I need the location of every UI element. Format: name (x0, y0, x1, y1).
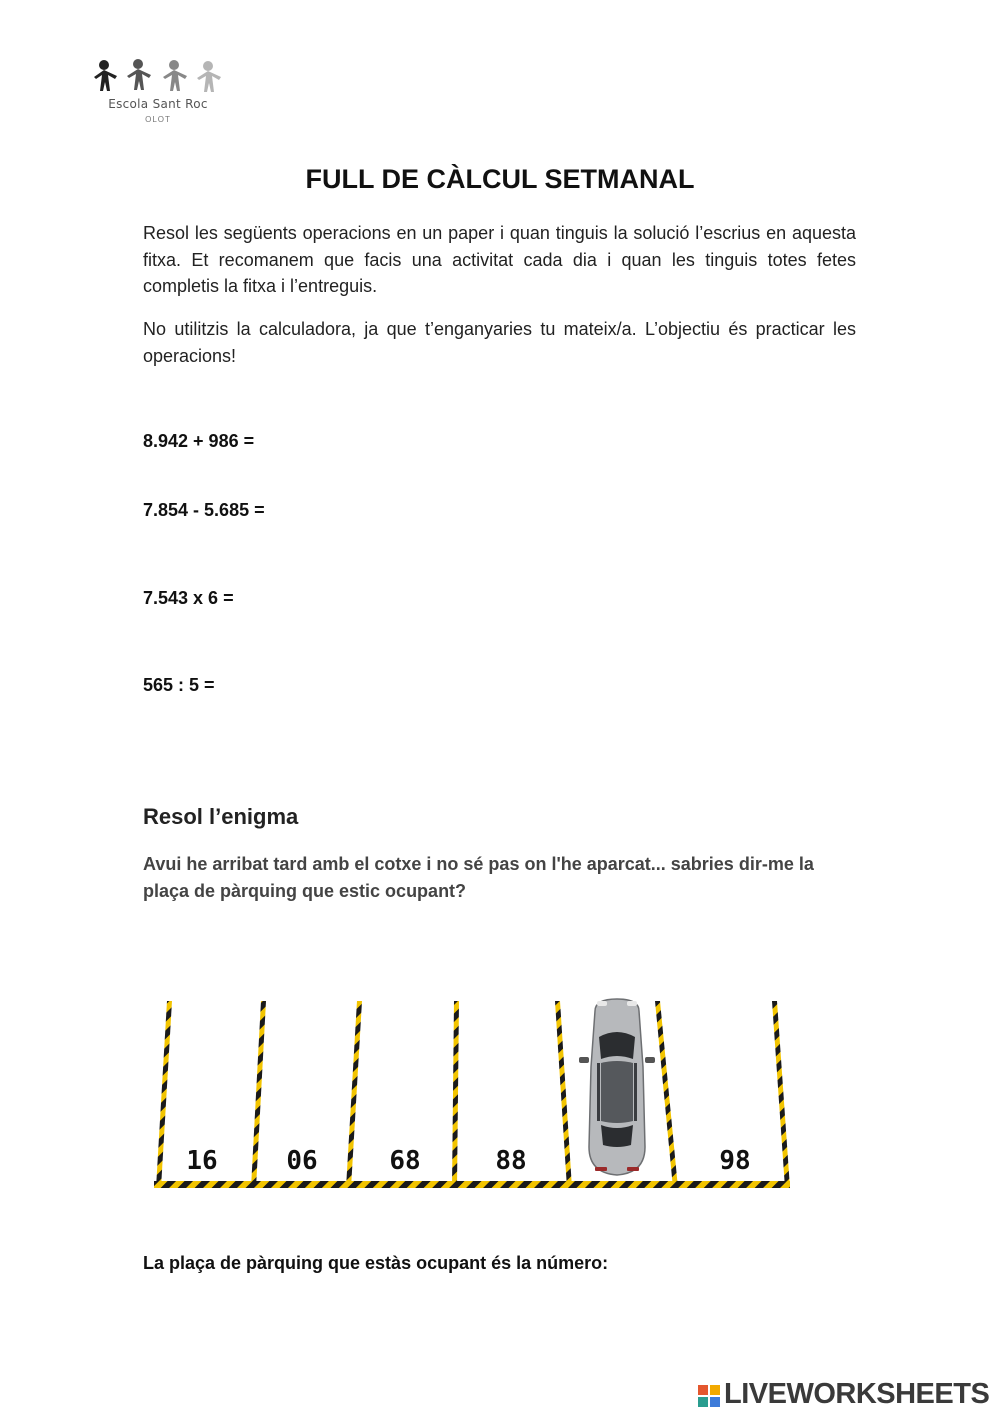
parking-spot-number: 88 (495, 1146, 527, 1176)
parking-divider (251, 1001, 266, 1188)
operation-subtraction: 7.854 - 5.685 = (143, 500, 265, 520)
liveworksheets-watermark: LIVEWORKSHEETS (724, 1378, 990, 1410)
page-title: FULL DE CÀLCUL SETMANAL (305, 164, 695, 194)
instructions-paragraph: Resol les següents operacions en un paper i quan tinguis la solució l’escrius en aquesta fitxa. Et recomanem que facis una activitat cada dia i quan les tinguis totes fetes completis la fitxa i l’entreguis. (143, 223, 856, 296)
calculator-warning-paragraph: No utilitzis la calculadora, ja que t’enganyaries tu mateix/a. L’objectiu és practicar les operacions! (143, 319, 856, 366)
operation-division: 565 : 5 = (143, 675, 215, 695)
enigma-text: Avui he arribat tard amb el cotxe i no sé pas on l'he aparcat... sabries dir-me la plaça de pàrquing que estic ocupant? (143, 854, 814, 901)
parking-spot-number: 98 (719, 1146, 751, 1176)
parking-divider (555, 1001, 572, 1188)
liveworksheets-logo-icon (698, 1377, 722, 1411)
operation-addition: 8.942 + 986 = (143, 431, 255, 451)
parking-spot-number: 16 (186, 1146, 218, 1176)
parking-spot-number: 68 (389, 1146, 421, 1176)
enigma-title: Resol l’enigma (143, 804, 299, 829)
parking-spot-number: 06 (286, 1146, 318, 1176)
operation-multiplication: 7.543 x 6 = (143, 588, 234, 608)
parking-lot-illustration (150, 995, 800, 1195)
parking-bottom-line (154, 1181, 790, 1188)
answer-label: La plaça de pàrquing que estàs ocupant és la número: (143, 1253, 609, 1273)
parking-divider (655, 1001, 678, 1188)
school-name: Escola Sant Roc (108, 97, 208, 111)
parking-divider (772, 1001, 790, 1188)
parking-divider (156, 1001, 172, 1188)
parking-divider (346, 1001, 362, 1188)
parking-divider (452, 1001, 459, 1188)
school-city: OLOT (145, 115, 171, 124)
car-icon (579, 999, 655, 1175)
